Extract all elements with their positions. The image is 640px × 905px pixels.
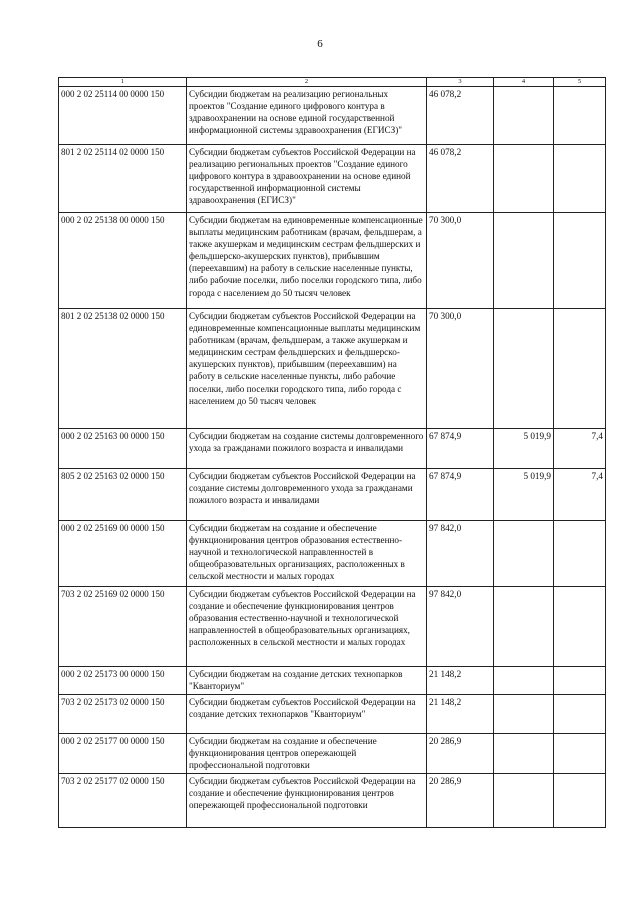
execution-percent: 7,4: [554, 429, 606, 469]
executed-amount: 5 019,9: [494, 429, 554, 469]
executed-amount: [494, 87, 554, 145]
plan-amount: 21 148,2: [427, 667, 494, 695]
plan-amount: 67 874,9: [427, 469, 494, 521]
execution-percent: [554, 667, 606, 695]
table-row: [59, 469, 606, 521]
plan-amount: 70 300,0: [427, 309, 494, 429]
item-name: Субсидии бюджетам на создание и обеспечение функционирования центров опережающей профессиональной подготовки: [187, 734, 427, 774]
item-name: Субсидии бюджетам на реализацию региональных проектов "Создание единого цифрового контура в здравоохранении на основе единой государственной информационной системы здравоохранения (ЕГИСЗ)": [187, 87, 427, 145]
executed-amount: 5 019,9: [494, 469, 554, 521]
budget-code: 000 2 02 25138 00 0000 150: [59, 213, 187, 309]
header-row: [59, 78, 606, 87]
execution-percent: [554, 145, 606, 213]
executed-amount: [494, 309, 554, 429]
budget-code: 000 2 02 25163 00 0000 150: [59, 429, 187, 469]
item-name: Субсидии бюджетам на единовременные компенсационные выплаты медицинским работникам (врачам, фельдшерам, а также акушеркам и медицинским сестрам фельдшерских и фельдшерско-акушерских пунктов), прибывшим (переехавшим) на работу в сельские населенные пункты, либо рабочие поселки, либо поселки городского типа, либо города с населением до 50 тысяч человек: [187, 213, 427, 309]
budget-code: 805 2 02 25163 02 0000 150: [59, 469, 187, 521]
item-name: Субсидии бюджетам субъектов Российской Федерации на создание и обеспечение функционирования центров образования естественно-научной и технологической направленностей в общеобразовательных организациях, расположенных в сельской местности и малых городах: [187, 587, 427, 667]
executed-amount: [494, 587, 554, 667]
executed-amount: [494, 213, 554, 309]
page-number: 6: [317, 38, 323, 50]
plan-amount: 67 874,9: [427, 429, 494, 469]
budget-code: 703 2 02 25177 02 0000 150: [59, 774, 187, 828]
executed-amount: [494, 521, 554, 587]
table-row: [59, 774, 606, 828]
table-row: [59, 521, 606, 587]
execution-percent: [554, 521, 606, 587]
table-row: [59, 309, 606, 429]
plan-amount: 70 300,0: [427, 213, 494, 309]
budget-code: 703 2 02 25169 02 0000 150: [59, 587, 187, 667]
executed-amount: [494, 734, 554, 774]
budget-code: 000 2 02 25173 00 0000 150: [59, 667, 187, 695]
column-header-3: 3: [427, 78, 494, 87]
budget-code: 801 2 02 25114 02 0000 150: [59, 145, 187, 213]
budget-code: 703 2 02 25173 02 0000 150: [59, 695, 187, 734]
budget-code: 000 2 02 25169 00 0000 150: [59, 521, 187, 587]
plan-amount: 97 842,0: [427, 521, 494, 587]
column-header-4: 4: [494, 78, 554, 87]
executed-amount: [494, 695, 554, 734]
plan-amount: 46 078,2: [427, 145, 494, 213]
table-row: [59, 667, 606, 695]
column-header-1: 1: [59, 78, 187, 87]
item-name: Субсидии бюджетам субъектов Российской Федерации на создание детских технопарков "Кванториум": [187, 695, 427, 734]
table-row: [59, 429, 606, 469]
budget-code: 000 2 02 25177 00 0000 150: [59, 734, 187, 774]
budget-table: [58, 77, 606, 828]
item-name: Субсидии бюджетам субъектов Российской Федерации на создание системы долговременного ухода за гражданами пожилого возраста и инвалидами: [187, 469, 427, 521]
execution-percent: [554, 309, 606, 429]
execution-percent: [554, 213, 606, 309]
plan-amount: 20 286,9: [427, 734, 494, 774]
plan-amount: 97 842,0: [427, 587, 494, 667]
item-name: Субсидии бюджетам на создание и обеспечение функционирования центров образования естественно-научной и технологической направленностей в общеобразовательных организациях, расположенных в сельской местности и малых городах: [187, 521, 427, 587]
plan-amount: 46 078,2: [427, 87, 494, 145]
execution-percent: [554, 774, 606, 828]
table-row: [59, 734, 606, 774]
execution-percent: 7,4: [554, 469, 606, 521]
table-row: [59, 87, 606, 145]
budget-code: 000 2 02 25114 00 0000 150: [59, 87, 187, 145]
item-name: Субсидии бюджетам на создание системы долговременного ухода за гражданами пожилого возраста и инвалидами: [187, 429, 427, 469]
executed-amount: [494, 667, 554, 695]
item-name: Субсидии бюджетам субъектов Российской Федерации на создание и обеспечение функционирования центров опережающей профессиональной подготовки: [187, 774, 427, 828]
column-header-5: 5: [554, 78, 606, 87]
item-name: Субсидии бюджетам субъектов Российской Федерации на единовременные компенсационные выплаты медицинским работникам (врачам, фельдшерам, а также акушеркам и медицинским сестрам фельдшерских и фельдшерско-акушерских пунктов), прибывшим (переехавшим) на работу в сельские населенные пункты, либо рабочие поселки, либо поселки городского типа, либо города с населением до 50 тысяч человек: [187, 309, 427, 429]
executed-amount: [494, 145, 554, 213]
executed-amount: [494, 774, 554, 828]
table-row: [59, 587, 606, 667]
execution-percent: [554, 734, 606, 774]
table-row: [59, 213, 606, 309]
column-header-2: 2: [187, 78, 427, 87]
table-row: [59, 695, 606, 734]
plan-amount: 21 148,2: [427, 695, 494, 734]
item-name: Субсидии бюджетам субъектов Российской Федерации на реализацию региональных проектов "Создание единого цифрового контура в здравоохранении на основе единой государственной информационной системы здравоохранения (ЕГИСЗ)": [187, 145, 427, 213]
execution-percent: [554, 87, 606, 145]
budget-code: 801 2 02 25138 02 0000 150: [59, 309, 187, 429]
execution-percent: [554, 695, 606, 734]
plan-amount: 20 286,9: [427, 774, 494, 828]
execution-percent: [554, 587, 606, 667]
table-row: [59, 145, 606, 213]
item-name: Субсидии бюджетам на создание детских технопарков "Кванториум": [187, 667, 427, 695]
